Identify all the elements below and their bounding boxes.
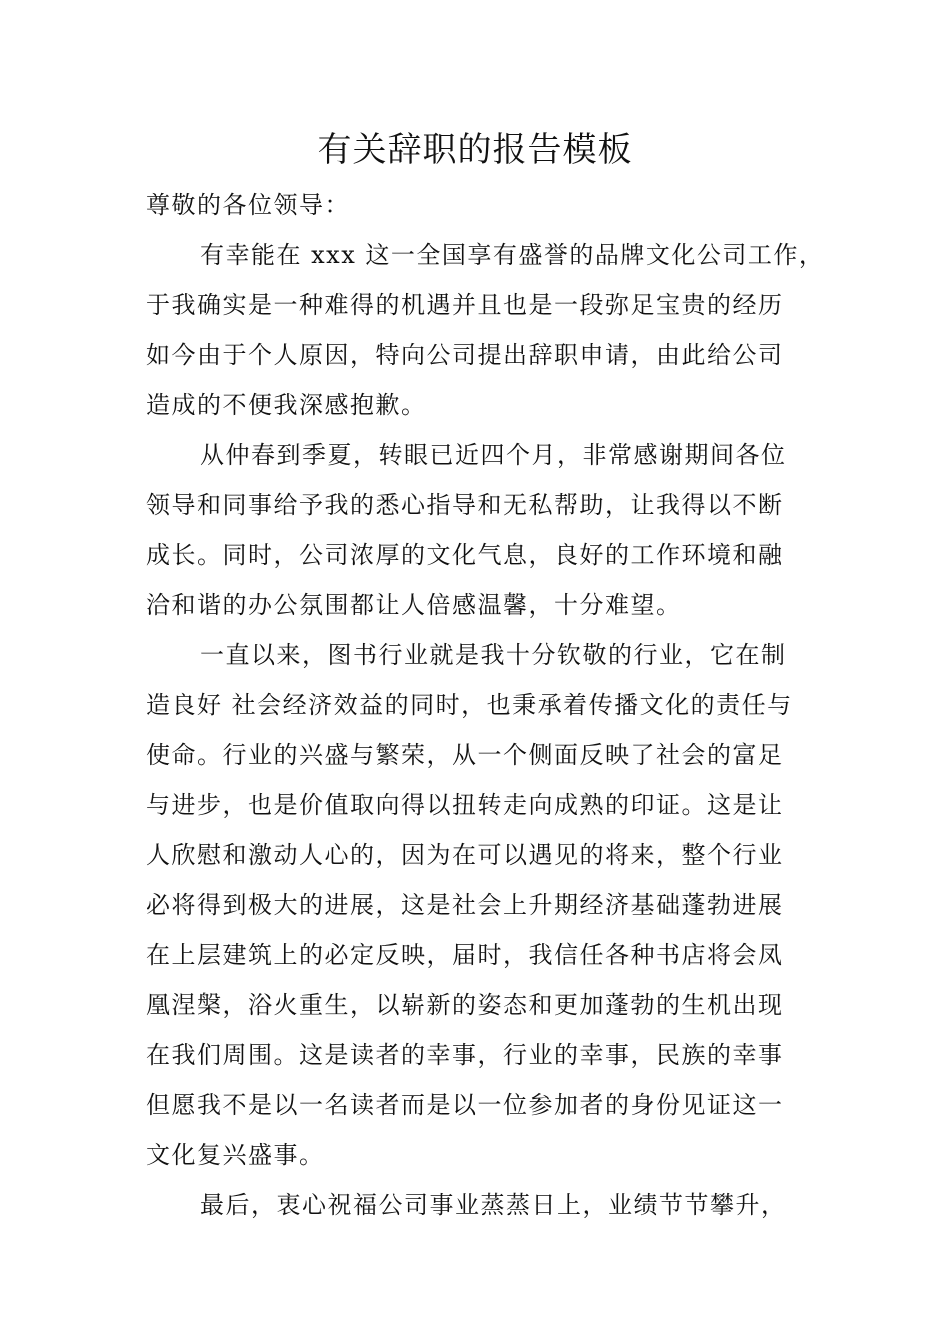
paragraph-3-line-3: 使命。行业的兴盛与繁荣，从一个侧面反映了社会的富足 <box>146 741 784 769</box>
paragraph-3-line-2: 造良好 社会经济效益的同时，也秉承着传播文化的责任与 <box>146 691 793 719</box>
paragraph-1-line-1: 有幸能在 xxx 这一全国享有盛誉的品牌文化公司工作， <box>200 241 825 269</box>
paragraph-3-line-1: 一直以来，图书行业就是我十分钦敬的行业，它在制 <box>200 641 787 669</box>
paragraph-3-line-10: 但愿我不是以一名读者而是以一位参加者的身份见证这一 <box>146 1091 784 1119</box>
paragraph-2-line-3: 成长。同时，公司浓厚的文化气息，良好的工作环境和融 <box>146 541 784 569</box>
document-body <box>146 180 825 1230</box>
paragraph-2-line-1: 从仲春到季夏，转眼已近四个月，非常感谢期间各位 <box>200 441 787 469</box>
paragraph-3-line-11: 文化复兴盛事。 <box>146 1141 325 1169</box>
paragraph-3-line-4: 与进步，也是价值取向得以扭转走向成熟的印证。这是让 <box>146 791 784 819</box>
paragraph-1-line-3: 如今由于个人原因，特向公司提出辞职申请，由此给公司 <box>146 341 784 369</box>
paragraph-3-line-9: 在我们周围。这是读者的幸事，行业的幸事，民族的幸事 <box>146 1041 784 1069</box>
paragraph-1-line-4: 造成的不便我深感抱歉。 <box>146 391 427 419</box>
paragraph-3-line-5: 人欣慰和激动人心的，因为在可以遇见的将来，整个行业 <box>146 841 784 869</box>
paragraph-4-line-1: 最后，衷心祝福公司事业蒸蒸日上，业绩节节攀升， <box>200 1191 787 1219</box>
paragraph-2-line-2: 领导和同事给予我的悉心指导和无私帮助，让我得以不断 <box>146 491 784 519</box>
paragraph-3-line-7: 在上层建筑上的必定反映，届时，我信任各种书店将会凤 <box>146 941 784 969</box>
document-title: 有关辞职的报告模板 <box>317 130 633 170</box>
paragraph-3-line-8: 凰涅槃，浴火重生，以崭新的姿态和更加蓬勃的生机出现 <box>146 991 784 1019</box>
paragraph-2-line-4: 洽和谐的办公氛围都让人倍感温馨，十分难望。 <box>146 591 682 619</box>
paragraph-3-line-6: 必将得到极大的进展，这是社会上升期经济基础蓬勃进展 <box>146 891 784 919</box>
salutation-line: 尊敬的各位领导： <box>146 191 350 219</box>
paragraph-1-line-2: 于我确实是一种难得的机遇并且也是一段弥足宝贵的经历 <box>146 291 784 319</box>
